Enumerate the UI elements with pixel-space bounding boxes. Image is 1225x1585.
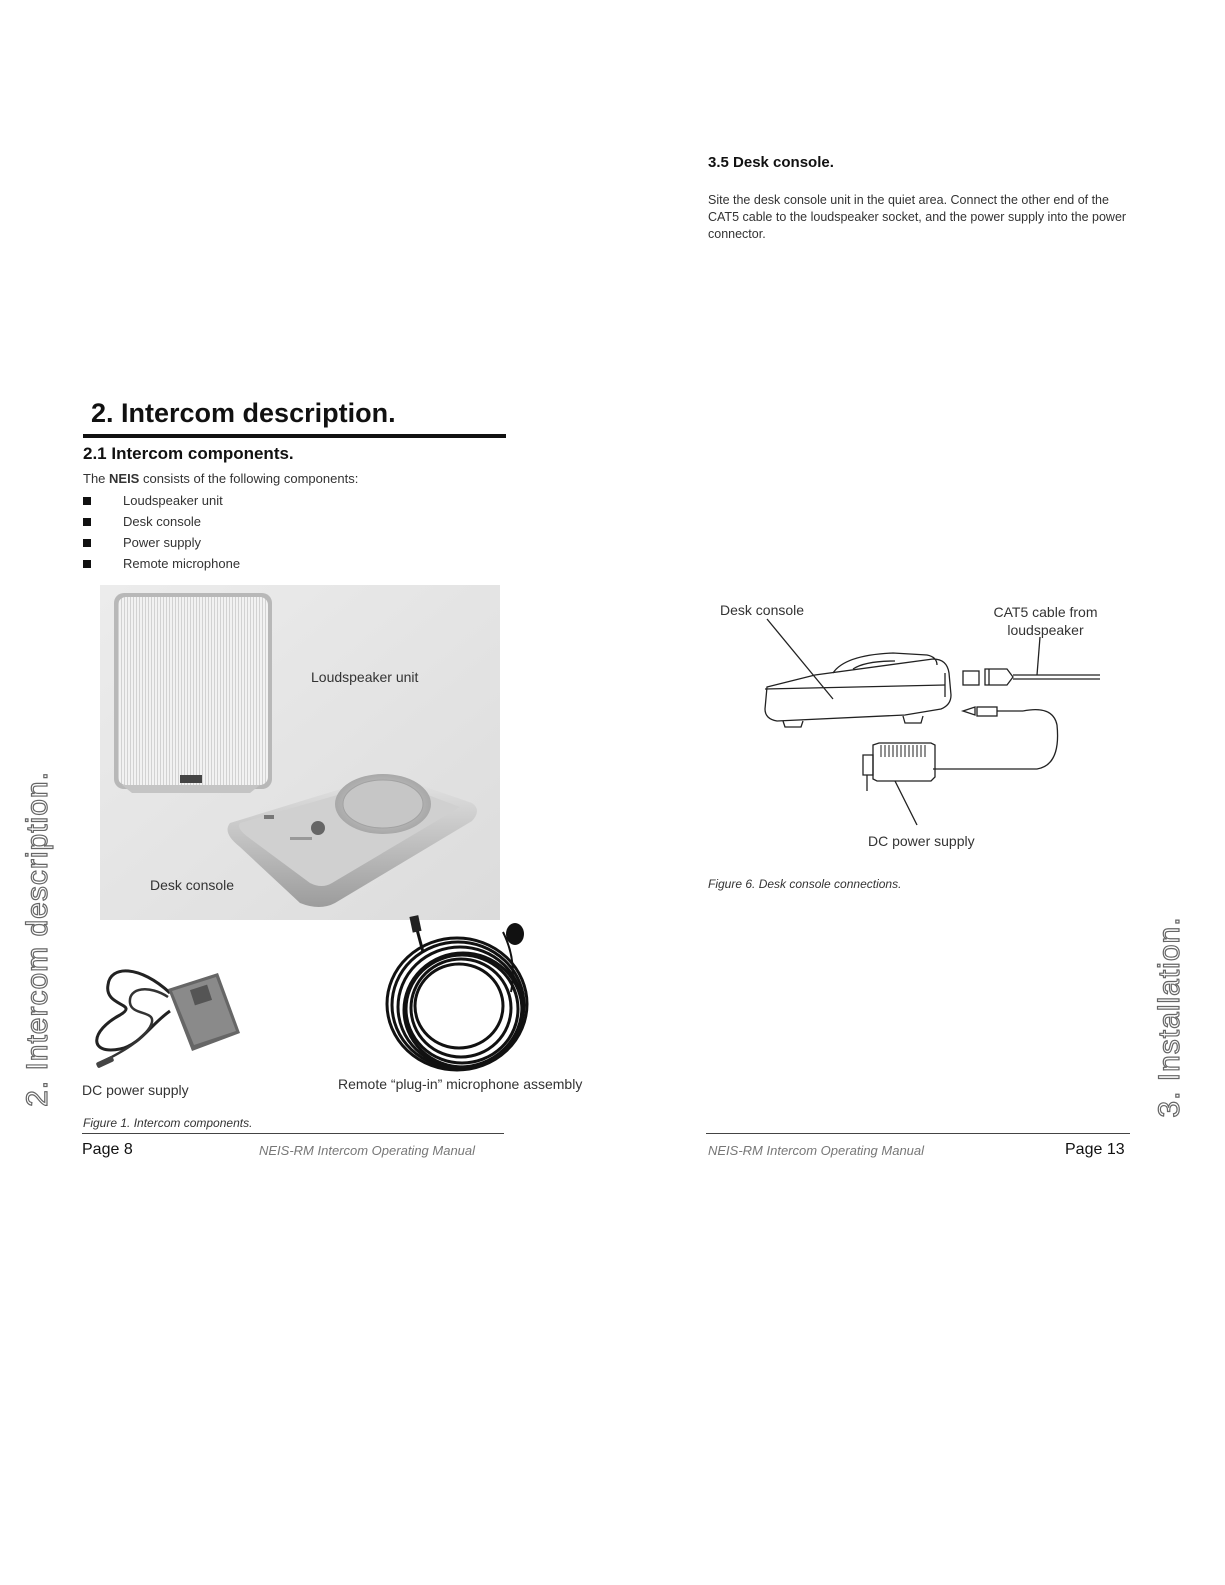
bullet-icon xyxy=(83,518,91,526)
list-item: Desk console xyxy=(83,511,240,532)
footer-rule xyxy=(706,1133,1130,1134)
bullet-icon xyxy=(83,497,91,505)
dc-power-label: DC power supply xyxy=(82,1082,189,1098)
intro-text: The NEIS consists of the following components: xyxy=(83,471,359,486)
list-item: Power supply xyxy=(83,532,240,553)
figure-caption: Figure 1. Intercom components. xyxy=(83,1116,253,1130)
bullet-icon xyxy=(83,560,91,568)
loudspeaker-label: Loudspeaker unit xyxy=(311,669,419,685)
dc-power-supply-image xyxy=(80,945,250,1075)
manual-title: NEIS-RM Intercom Operating Manual xyxy=(259,1143,476,1158)
bullet-icon xyxy=(83,539,91,547)
list-item: Remote microphone xyxy=(83,553,240,574)
manual-title: NEIS-RM Intercom Operating Manual xyxy=(708,1143,925,1158)
figure-caption: Figure 6. Desk console connections. xyxy=(708,877,902,891)
footer-rule xyxy=(82,1133,504,1134)
list-item: Loudspeaker unit xyxy=(83,490,240,511)
microphone-image xyxy=(385,912,545,1077)
console-outline xyxy=(765,659,951,721)
desk-console-label: Desk console xyxy=(720,602,805,618)
component-list xyxy=(83,490,240,574)
section-heading: 2.1 Intercom components. xyxy=(83,444,294,463)
loudspeaker-image xyxy=(114,593,272,793)
microphone-label: Remote “plug-in” microphone assembly xyxy=(338,1076,583,1092)
dc-power-label: DC power supply xyxy=(868,833,975,849)
instruction-paragraph: Site the desk console unit in the quiet area. Connect the other end of the CAT5 cable to the loudspeaker socket, and the power supply into the power connector. xyxy=(708,193,1127,241)
side-tab-left: 2. Intercom description. xyxy=(21,771,54,1107)
side-tab-right: 3. Installation. xyxy=(1153,916,1186,1118)
page-title: 2. Intercom description. xyxy=(91,398,396,428)
section-heading: 3.5 Desk console. xyxy=(708,154,834,171)
page-number: Page 13 xyxy=(1065,1141,1125,1158)
cat5-cable-label: CAT5 cable from loudspeaker xyxy=(993,604,1098,638)
page-number: Page 8 xyxy=(82,1141,133,1158)
components-photo xyxy=(100,585,500,920)
title-rule xyxy=(83,434,506,438)
desk-console-label: Desk console xyxy=(150,877,235,893)
